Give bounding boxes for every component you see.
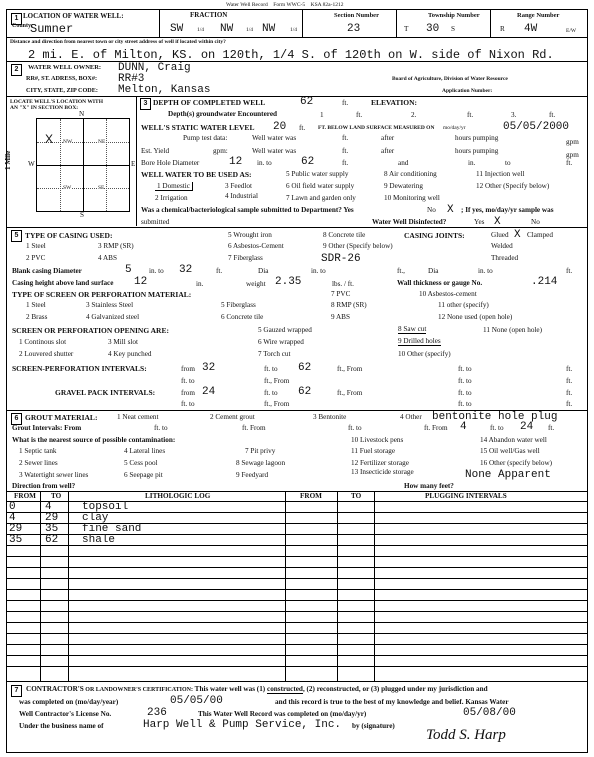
use-dewatering[interactable]: 9 Dewatering	[384, 182, 423, 190]
casing-label: TYPE OF CASING USED:	[25, 231, 113, 240]
casing-rmp[interactable]: 3 RMP (SR)	[98, 242, 134, 250]
casing-wrought[interactable]: 5 Wrought iron	[228, 231, 272, 239]
open-gauzed[interactable]: 5 Gauzed wrapped	[258, 326, 312, 334]
wall-label: Wall thickness or gauge No.	[397, 279, 483, 287]
open-louvered[interactable]: 2 Louvered shutter	[19, 350, 74, 358]
township-value[interactable]: 30	[426, 23, 440, 35]
section-3-number: 3	[140, 98, 151, 110]
open-torch[interactable]: 7 Torch cut	[258, 350, 291, 358]
screen-to-value[interactable]: 62	[298, 362, 312, 374]
yield-label: Est. Yield	[141, 147, 170, 155]
col-plugging: PLUGGING INTERVALS	[425, 492, 507, 500]
open-none[interactable]: 11 None (open hole)	[483, 326, 543, 334]
bore-to-value[interactable]: 62	[301, 156, 315, 168]
blank-to-value[interactable]: 32	[179, 264, 193, 276]
license-label: Well Contractor's License No.	[19, 710, 112, 718]
source-septic[interactable]: 1 Septic tank	[19, 447, 57, 455]
gravel-from-value[interactable]: 24	[202, 386, 216, 398]
casing-height-value[interactable]: 12	[134, 276, 148, 288]
screen-material-label: TYPE OF SCREEN OR PERFORATION MATERIAL:	[12, 290, 192, 299]
city-value[interactable]: Melton, Kansas	[118, 84, 211, 96]
county-label: County:	[12, 23, 34, 29]
wall-value[interactable]: .214	[531, 276, 558, 288]
depth-value[interactable]: 62	[300, 96, 314, 108]
use-label: WELL WATER TO BE USED AS:	[141, 170, 252, 179]
section-2-number: 2	[11, 64, 22, 76]
quarter-2[interactable]: NW	[220, 23, 234, 35]
section-location-grid[interactable]	[36, 118, 130, 212]
source-fuel[interactable]: 11 Fuel storage	[351, 447, 396, 455]
screen-galvanized[interactable]: 4 Galvanized steel	[86, 313, 140, 321]
how-many-feet-label: How many feet?	[404, 482, 454, 490]
license-value[interactable]: 236	[147, 707, 167, 719]
static-level-label: WELL'S STATIC WATER LEVEL	[141, 123, 255, 132]
col-to: TO	[51, 492, 62, 500]
screen-other[interactable]: 11 other (specify)	[438, 301, 489, 309]
use-air-conditioning[interactable]: 8 Air conditioning	[384, 170, 437, 178]
owner-label: WATER WELL OWNER:	[28, 64, 102, 71]
grout-from-value[interactable]: 4	[460, 421, 467, 433]
south-label: S	[80, 211, 84, 219]
source-abandoned[interactable]: 14 Abandon water well	[480, 436, 547, 444]
township-label: Township Number	[428, 12, 480, 19]
section-5-number: 5	[11, 230, 22, 242]
well-location-mark: X	[45, 132, 54, 146]
business-value[interactable]: Harp Well & Pump Service, Inc.	[143, 719, 342, 731]
screen-stainless[interactable]: 3 Stainless Steel	[86, 301, 134, 309]
use-public-supply[interactable]: 5 Public water supply	[286, 170, 349, 178]
east-label: E	[131, 160, 136, 168]
location-label: LOCATION OF WATER WELL:	[23, 12, 124, 20]
address-value[interactable]: RR#3	[118, 73, 145, 85]
joint-clamped[interactable]: Clamped	[527, 231, 553, 239]
quarter-1[interactable]: SW	[170, 23, 184, 35]
use-other[interactable]: 12 Other (Specify below)	[476, 182, 550, 190]
section-7-number: 7	[11, 685, 22, 697]
quarter-3[interactable]: NW	[262, 23, 276, 35]
chem-no-mark[interactable]: X	[447, 204, 454, 216]
source-seepage[interactable]: 6 Seepage pit	[124, 471, 163, 479]
use-feedlot[interactable]: 3 Feedlot	[225, 182, 252, 190]
casing-other[interactable]: 9 Other (Specify below)	[323, 242, 393, 250]
bore-value[interactable]: 12	[229, 156, 243, 168]
static-date-value[interactable]: 05/05/2000	[503, 121, 570, 133]
pump-test-label: Pump test data:	[183, 134, 228, 142]
gravel-intervals-label: GRAVEL PACK INTERVALS:	[55, 388, 156, 397]
source-sewer[interactable]: 2 Sewer lines	[19, 459, 58, 467]
screen-abs[interactable]: 9 ABS	[331, 313, 350, 321]
elevation-label: ELEVATION:	[371, 98, 417, 107]
screen-none[interactable]: 12 None used (open hole)	[438, 313, 513, 321]
open-mill[interactable]: 3 Mill slot	[108, 338, 138, 346]
joint-welded[interactable]: Welded	[491, 242, 513, 250]
screen-pvc[interactable]: 7 PVC	[331, 290, 351, 298]
locate-label-2: AN "X" IN SECTION BOX:	[10, 105, 79, 111]
se-label: SE	[98, 185, 105, 191]
source-other-value[interactable]: None Apparent	[465, 469, 551, 481]
source-lateral[interactable]: 4 Lateral lines	[124, 447, 166, 455]
source-cess[interactable]: 5 Cess pool	[124, 459, 158, 467]
contamination-label: What is the nearest source of possible contamination:	[12, 436, 176, 444]
below-surface-label: FT. BELOW LAND SURFACE MEASURED ON	[318, 125, 435, 131]
source-fertilizer[interactable]: 12 Fertilizer storage	[351, 459, 409, 467]
open-key[interactable]: 4 Key punched	[108, 350, 152, 358]
casing-pvc[interactable]: 2 PVC	[26, 254, 46, 262]
fraction-label: FRACTION	[190, 11, 228, 19]
screen-concrete[interactable]: 6 Concrete tile	[221, 313, 264, 321]
completed-date[interactable]: 05/05/00	[170, 695, 223, 707]
sw-label: SW	[63, 185, 72, 191]
certification-line-1: CONTRACTOR'S OR LANDOWNER'S CERTIFICATION: This water well was (1) constructed, (2) reconstructed, or (3) plugged under my jurisdiction and	[26, 685, 488, 693]
application-label: Application Number:	[442, 88, 493, 94]
grout-other-value[interactable]: bentonite hole plug	[432, 411, 558, 423]
bore-label: Bore Hole Diameter	[141, 159, 200, 167]
grout-cement[interactable]: 2 Cement grout	[210, 413, 255, 421]
source-watertight[interactable]: 3 Watertight sewer lines	[19, 471, 89, 479]
chem-question: Was a chemical/bacteriological sample submitted to Department? Yes	[141, 206, 354, 214]
screen-fiberglass[interactable]: 5 Fiberglass	[221, 301, 256, 309]
open-drilled[interactable]: 9 Drilled holes	[398, 337, 441, 345]
screen-from-value[interactable]: 32	[202, 362, 216, 374]
completed-label: was completed on (mo/day/year)	[19, 698, 119, 706]
use-irrigation[interactable]: 2 Irrigation	[155, 194, 188, 202]
grout-intervals-label: Grout Intervals: From	[12, 424, 82, 432]
open-continous[interactable]: 1 Continous slot	[19, 338, 67, 346]
ne-label: NE	[98, 139, 106, 145]
section-number-label: Section Number	[334, 12, 379, 19]
source-insecticide[interactable]: 13 Insecticide storage	[351, 468, 414, 476]
groundwater-label: Depth(s) groundwater Encountered	[168, 110, 278, 118]
blank-diameter-value[interactable]: 5	[125, 264, 132, 276]
section-number-value[interactable]: 23	[347, 23, 361, 35]
casing-concrete[interactable]: 8 Concrete tile	[323, 231, 366, 239]
north-label: N	[79, 110, 85, 118]
source-feedyard[interactable]: 9 Feedyard	[236, 471, 269, 479]
screen-rmp[interactable]: 8 RMP (SR)	[331, 301, 367, 309]
use-lawn[interactable]: 7 Lawn and garden only	[286, 194, 356, 202]
grout-neat[interactable]: 1 Neat cement	[117, 413, 159, 421]
section-6-number: 6	[11, 413, 22, 425]
disinfected-yes-mark[interactable]: X	[494, 216, 501, 228]
owner-value[interactable]: DUNN, Craig	[118, 62, 191, 74]
screen-brass[interactable]: 2 Brass	[26, 313, 48, 321]
use-industrial[interactable]: 4 Industrial	[225, 192, 258, 200]
section-1-number: 1	[11, 13, 22, 25]
opening-label: SCREEN OR PERFORATION OPENING ARE:	[12, 326, 169, 335]
casing-fiberglass[interactable]: 7 Fiberglass	[228, 254, 263, 262]
source-livestock[interactable]: 10 Livestock pens	[351, 436, 404, 444]
nw-label: NW	[63, 139, 73, 145]
depth-label: DEPTH OF COMPLETED WELL	[153, 98, 266, 107]
distance-label: Distance and direction from nearest town or city street address of well if located within city?	[10, 39, 226, 45]
range-value[interactable]: 4W	[524, 23, 538, 35]
constructed-option[interactable]: constructed	[267, 685, 303, 693]
grout-other[interactable]: 4 Other	[400, 413, 422, 421]
disinfected-label: Water Well Disinfected?	[372, 218, 447, 226]
west-label: W	[28, 160, 35, 168]
grout-to-value[interactable]: 24	[520, 421, 534, 433]
gravel-to-value[interactable]: 62	[298, 386, 312, 398]
distance-value[interactable]: 2 mi. E. of Milton, KS. on 120th, 1/4 S. of 120th on W. side of Nixon Rd.	[28, 48, 554, 62]
joints-label: CASING JOINTS:	[404, 231, 465, 240]
signature: Todd S. Harp	[426, 727, 506, 743]
address-label: RR#, ST. ADRESS, BOX#:	[26, 75, 98, 82]
use-monitoring[interactable]: 10 Monitoring well	[384, 194, 440, 202]
casing-weight-value[interactable]: 2.35	[275, 276, 302, 288]
source-lagoon[interactable]: 8 Sewage lagoon	[236, 459, 286, 467]
form-header: Water Well Record Form WWC-5 KSA 82a-1212	[226, 2, 344, 8]
use-oil-field[interactable]: 6 Oil field water supply	[286, 182, 355, 190]
record-date[interactable]: 05/08/00	[463, 707, 516, 719]
col-lithologic: LITHOLOGIC LOG	[145, 492, 211, 500]
locate-label-1: LOCATE WELL'S LOCATION WITH	[10, 99, 103, 105]
business-label: Under the business name of	[19, 722, 104, 730]
static-level-value[interactable]: 20	[273, 121, 287, 133]
screen-intervals-label: SCREEN-PERFORATION INTERVALS:	[12, 364, 147, 373]
grout-label: GROUT MATERIAL:	[25, 413, 98, 422]
board-label: Board of Agriculture, Division of Water Resource	[392, 76, 508, 82]
open-wire[interactable]: 6 Wire wrapped	[258, 338, 304, 346]
grout-bentonite[interactable]: 3 Bentonite	[313, 413, 347, 421]
screen-asbestos[interactable]: 10 Asbestos-cement	[419, 290, 477, 298]
casing-abs[interactable]: 4 ABS	[98, 254, 117, 262]
use-domestic[interactable]: 1 Domestic	[155, 182, 193, 191]
casing-asbestos[interactable]: 6 Asbestos-Cement	[228, 242, 284, 250]
blank-diameter-label: Blank casing Diameter	[12, 267, 82, 275]
water-well-record-page: Water Well Record Form WWC-5 KSA 82a-1212 1 LOCATION OF WATER WELL: County: Sumner FRACTION SW 1/4 NW 1/4 NW 1/4 Section Number 23 Township Number T 30 S Range Number R 4W E/W Distance and direction from nearest town or city street address of well if located within city? 2 mi. E. of Milton, KS. on 120th, 1/4 S. of 120th on W. side of Nixon Rd. 2 WATER WELL OWNER: DUNN, Craig RR#, ST. ADRESS, BOX#: RR#3 Board of Agriculture, Division of Water Resource CITY, STATE, ZIP CODE: Melton, Kansas Application Number: LOCATE WELL'S LOCATION WITH AN "X" IN SECTION BOX: 3 NW NE SW SE X N S W E 1 Mile DEPTH OF COMPLETED WELL 62 ft. ELEVATION: Depth(s) groundwater Encountered 1 ft. 2. ft. 3. ft. WELL'S STATIC WATER LEVEL 20 ft. FT. BELOW LAND SURFACE MEASURED ON mo/day/yr 05/05/2000 Pump test data: Well water was ft. after hours pumping gpm Est. Yield gpm: Well water was ft. after hours pumping gpm Bore Hole Diameter 12 in. to 62 ft. and in. to ft. WELL WATER TO BE USED AS: 1 Domestic 2 Irrigation 3 Feedlot 4 Industrial 5 Public water supply 6 Oil field water supply 7 Lawn and garden only 8 Air conditioning 9 Dewatering 10 Monitoring well 11 Injection well 12 Other (Specify below) Was a chemical/bacteriological sample submitted to Department? Yes No X ; If yes, mo/day/yr sample was submitted Water Well Disinfected? Yes X No 5 TYPE OF CASING USED: 1 Steel 2 PVC 3 RMP (SR) 4 ABS 5 Wrought iron 6 Asbestos-Cement 7 Fiberglass 8 Concrete tile 9 Other (Specify below) SDR-26 CASING JOINTS: Glued X Clamped Welded Threaded Blank casing Diameter 5 in. to 32 ft. Dia in. to ft., Dia in. to ft. Casing height above land surface 12 in. weight 2.35 lbs. / ft. Wall thickness or gauge No. .214 TYPE OF SCREEN OR PERFORATION MATERIAL: 1 Steel 2 Brass 3 Stainless Steel 4 Galvanized steel 5 Fiberglass 6 Concrete tile 7 PVC 8 RMP (SR) 9 ABS 10 Asbestos-cement 11 other (specify) 12 None used (open hole) SCREEN OR PERFORATION OPENING ARE: 1 Continous slot 2 Louvered shutter 3 Mill slot 4 Key punched 5 Gauzed wrapped 6 Wire wrapped 7 Torch cut 8 Saw cut 9 Drilled holes 10 Other (specify) 11 None (open hole) SCREEN-PERFORATION INTERVALS: from 32 ft. to 62 ft., From ft. to ft. ft. to ft., From ft. to ft. GRAVEL PACK INTERVALS: from 24 ft. to 62 ft., From ft. to ft. ft. to ft., From ft. to ft. 6 GROUT MATERIAL: 1 Neat cement 2 Cement grout 3 Bentonite 4 Other bentonite hole plug Grout Intervals: From ft. to ft. From ft. to ft. From 4 ft. to 24 ft. What is the nearest source of possible contamination: 1 Septic tank 2 Sewer lines 3 Watertight sewer lines 4 Lateral lines 5 Cess pool 6 Seepage pit 7 Pit privy 8 Sewage lagoon 9 Feedyard 10 Livestock pens 11 Fuel storage 12 Fertilizer storage 13 Insecticide storage 14 Abandon water well 15 Oil well/Gas well 16 Other (specify below) None Apparent Direction from well? How many feet? FROM TO LITHOLOGIC LOG FROM TO PLUGGING INTERVALS 0 4 topsoil 4 29 clay 29 35 fine sand 35 62 shale 7 CONTRACTOR'S OR LANDOWNER'S CERTIFICATION: This water well was (1) constructed, (2) reconstructed, or (3) plugged under my jurisdiction and was completed on (mo/day/year) 05/05/00 and this record is true to the best of my knowledge and belief. Kansas Water Well Contractor's License No. 236 This Water Well Record was completed on (mo/day/yr) 05/08/00 Under the business name of Harp Well & Pump Service, Inc. by (signature) Todd S. Harp	[0, 0, 594, 757]
open-other[interactable]: 10 Other (specify)	[398, 350, 451, 358]
use-injection[interactable]: 11 Injection well	[476, 170, 525, 178]
county-value[interactable]: Sumner	[30, 22, 74, 36]
col-from-2: FROM	[300, 492, 322, 500]
open-saw[interactable]: 8 Saw cut	[398, 325, 427, 333]
joint-threaded[interactable]: Threaded	[491, 254, 519, 262]
range-label: Range Number	[517, 12, 560, 19]
source-other[interactable]: 16 Other (specify below)	[480, 459, 553, 467]
col-to-2: TO	[351, 492, 362, 500]
casing-height-label: Casing height above land surface	[12, 279, 114, 287]
joint-mark[interactable]: X	[514, 229, 521, 241]
mile-label: 1 Mile	[4, 150, 12, 170]
source-oil-gas[interactable]: 15 Oil well/Gas well	[480, 447, 540, 455]
casing-steel[interactable]: 1 Steel	[26, 242, 46, 250]
col-from: FROM	[14, 492, 36, 500]
casing-other-value[interactable]: SDR-26	[321, 253, 361, 265]
city-label: CITY, STATE, ZIP CODE:	[26, 87, 98, 94]
direction-label: Direction from well?	[12, 482, 76, 490]
screen-steel[interactable]: 1 Steel	[26, 301, 46, 309]
source-privy[interactable]: 7 Pit privy	[245, 447, 276, 455]
